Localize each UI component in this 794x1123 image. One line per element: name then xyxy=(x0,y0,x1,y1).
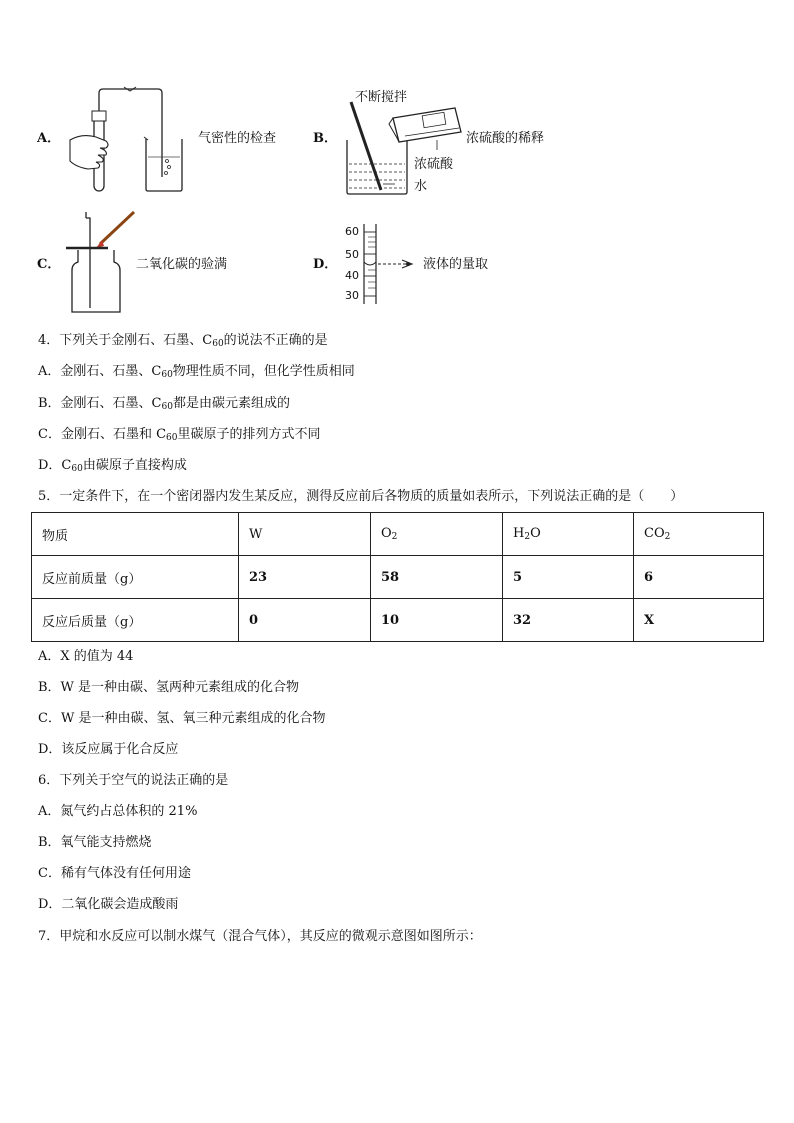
option-a-caption: 气密性的检查 xyxy=(198,131,277,146)
cylinder-tick-60: 60 xyxy=(345,225,359,238)
water-label: 水 xyxy=(414,179,428,194)
q5-option-a: A．X 的值为 44 xyxy=(38,649,134,664)
option-d-caption: 液体的量取 xyxy=(423,257,489,272)
table-cell: 反应前质量（g） xyxy=(32,556,239,599)
option-b-letter: B． xyxy=(313,131,337,146)
cylinder-tick-30: 30 xyxy=(345,289,359,302)
table-cell: $CO_2$ xyxy=(634,513,764,556)
co2-full-check-figure xyxy=(62,208,142,318)
table-cell: $H_2O$ xyxy=(503,513,634,556)
airtightness-check-figure xyxy=(62,85,192,195)
table-cell: 5 xyxy=(503,556,634,599)
option-b-caption: 浓硫酸的稀释 xyxy=(466,131,545,146)
acid-label: 浓硫酸 xyxy=(414,157,454,172)
table-cell: 6 xyxy=(634,556,764,599)
q6-option-a: A．氮气约占总体积的 21% xyxy=(38,804,198,819)
q4-option-d: D．$C_{60}$由碳原子直接构成 xyxy=(38,458,187,474)
q6-option-d: D．二氧化碳会造成酸雨 xyxy=(38,897,179,912)
q5-option-b: B．W 是一种由碳、氢两种元素组成的化合物 xyxy=(38,680,300,695)
table-row xyxy=(32,556,764,599)
q6-stem: 6．下列关于空气的说法正确的是 xyxy=(38,773,229,788)
q6-option-c: C．稀有气体没有任何用途 xyxy=(38,866,191,881)
q5-option-d: D．该反应属于化合反应 xyxy=(38,742,179,757)
q7-stem: 7．甲烷和水反应可以制水煤气（混合气体），其反应的微观示意图如图所示： xyxy=(38,929,482,944)
table-cell: 物质 xyxy=(32,513,239,556)
mass-table xyxy=(31,512,764,642)
stir-label: 不断搅拌 xyxy=(355,90,408,105)
table-cell: 32 xyxy=(503,599,634,642)
q6-option-b: B．氧气能支持燃烧 xyxy=(38,835,152,850)
table-cell: 反应后质量（g） xyxy=(32,599,239,642)
table-cell: 10 xyxy=(371,599,503,642)
q4-option-c: C．金刚石、石墨和 $C_{60}$里碳原子的排列方式不同 xyxy=(38,427,321,443)
cylinder-tick-50: 50 xyxy=(345,248,359,261)
q4-option-a: A．金刚石、石墨、$C_{60}$物理性质不同，但化学性质相同 xyxy=(38,364,355,380)
q4-option-b: B．金刚石、石墨、$C_{60}$都是由碳元素组成的 xyxy=(38,396,290,412)
table-cell: X xyxy=(634,599,764,642)
q5-option-c: C．W 是一种由碳、氢、氧三种元素组成的化合物 xyxy=(38,711,326,726)
table-cell: 58 xyxy=(371,556,503,599)
q4-stem: 4．下列关于金刚石、石墨、$C_{60}$的说法不正确的是 xyxy=(38,333,328,349)
table-row xyxy=(32,599,764,642)
option-a-letter: A． xyxy=(37,131,61,146)
q5-stem: 5．一定条件下，在一个密闭器内发生某反应，测得反应前后各物质的质量如表所示，下列说法正确的是（ ） xyxy=(38,489,684,504)
table-cell: 23 xyxy=(239,556,371,599)
option-c-caption: 二氧化碳的验满 xyxy=(136,257,228,272)
option-d-letter: D． xyxy=(313,257,338,272)
table-cell: 0 xyxy=(239,599,371,642)
table-cell: $O_2$ xyxy=(371,513,503,556)
table-header-row xyxy=(32,513,764,556)
option-c-letter: C． xyxy=(37,257,61,272)
cylinder-tick-40: 40 xyxy=(345,269,359,282)
table-cell: W xyxy=(239,513,371,556)
